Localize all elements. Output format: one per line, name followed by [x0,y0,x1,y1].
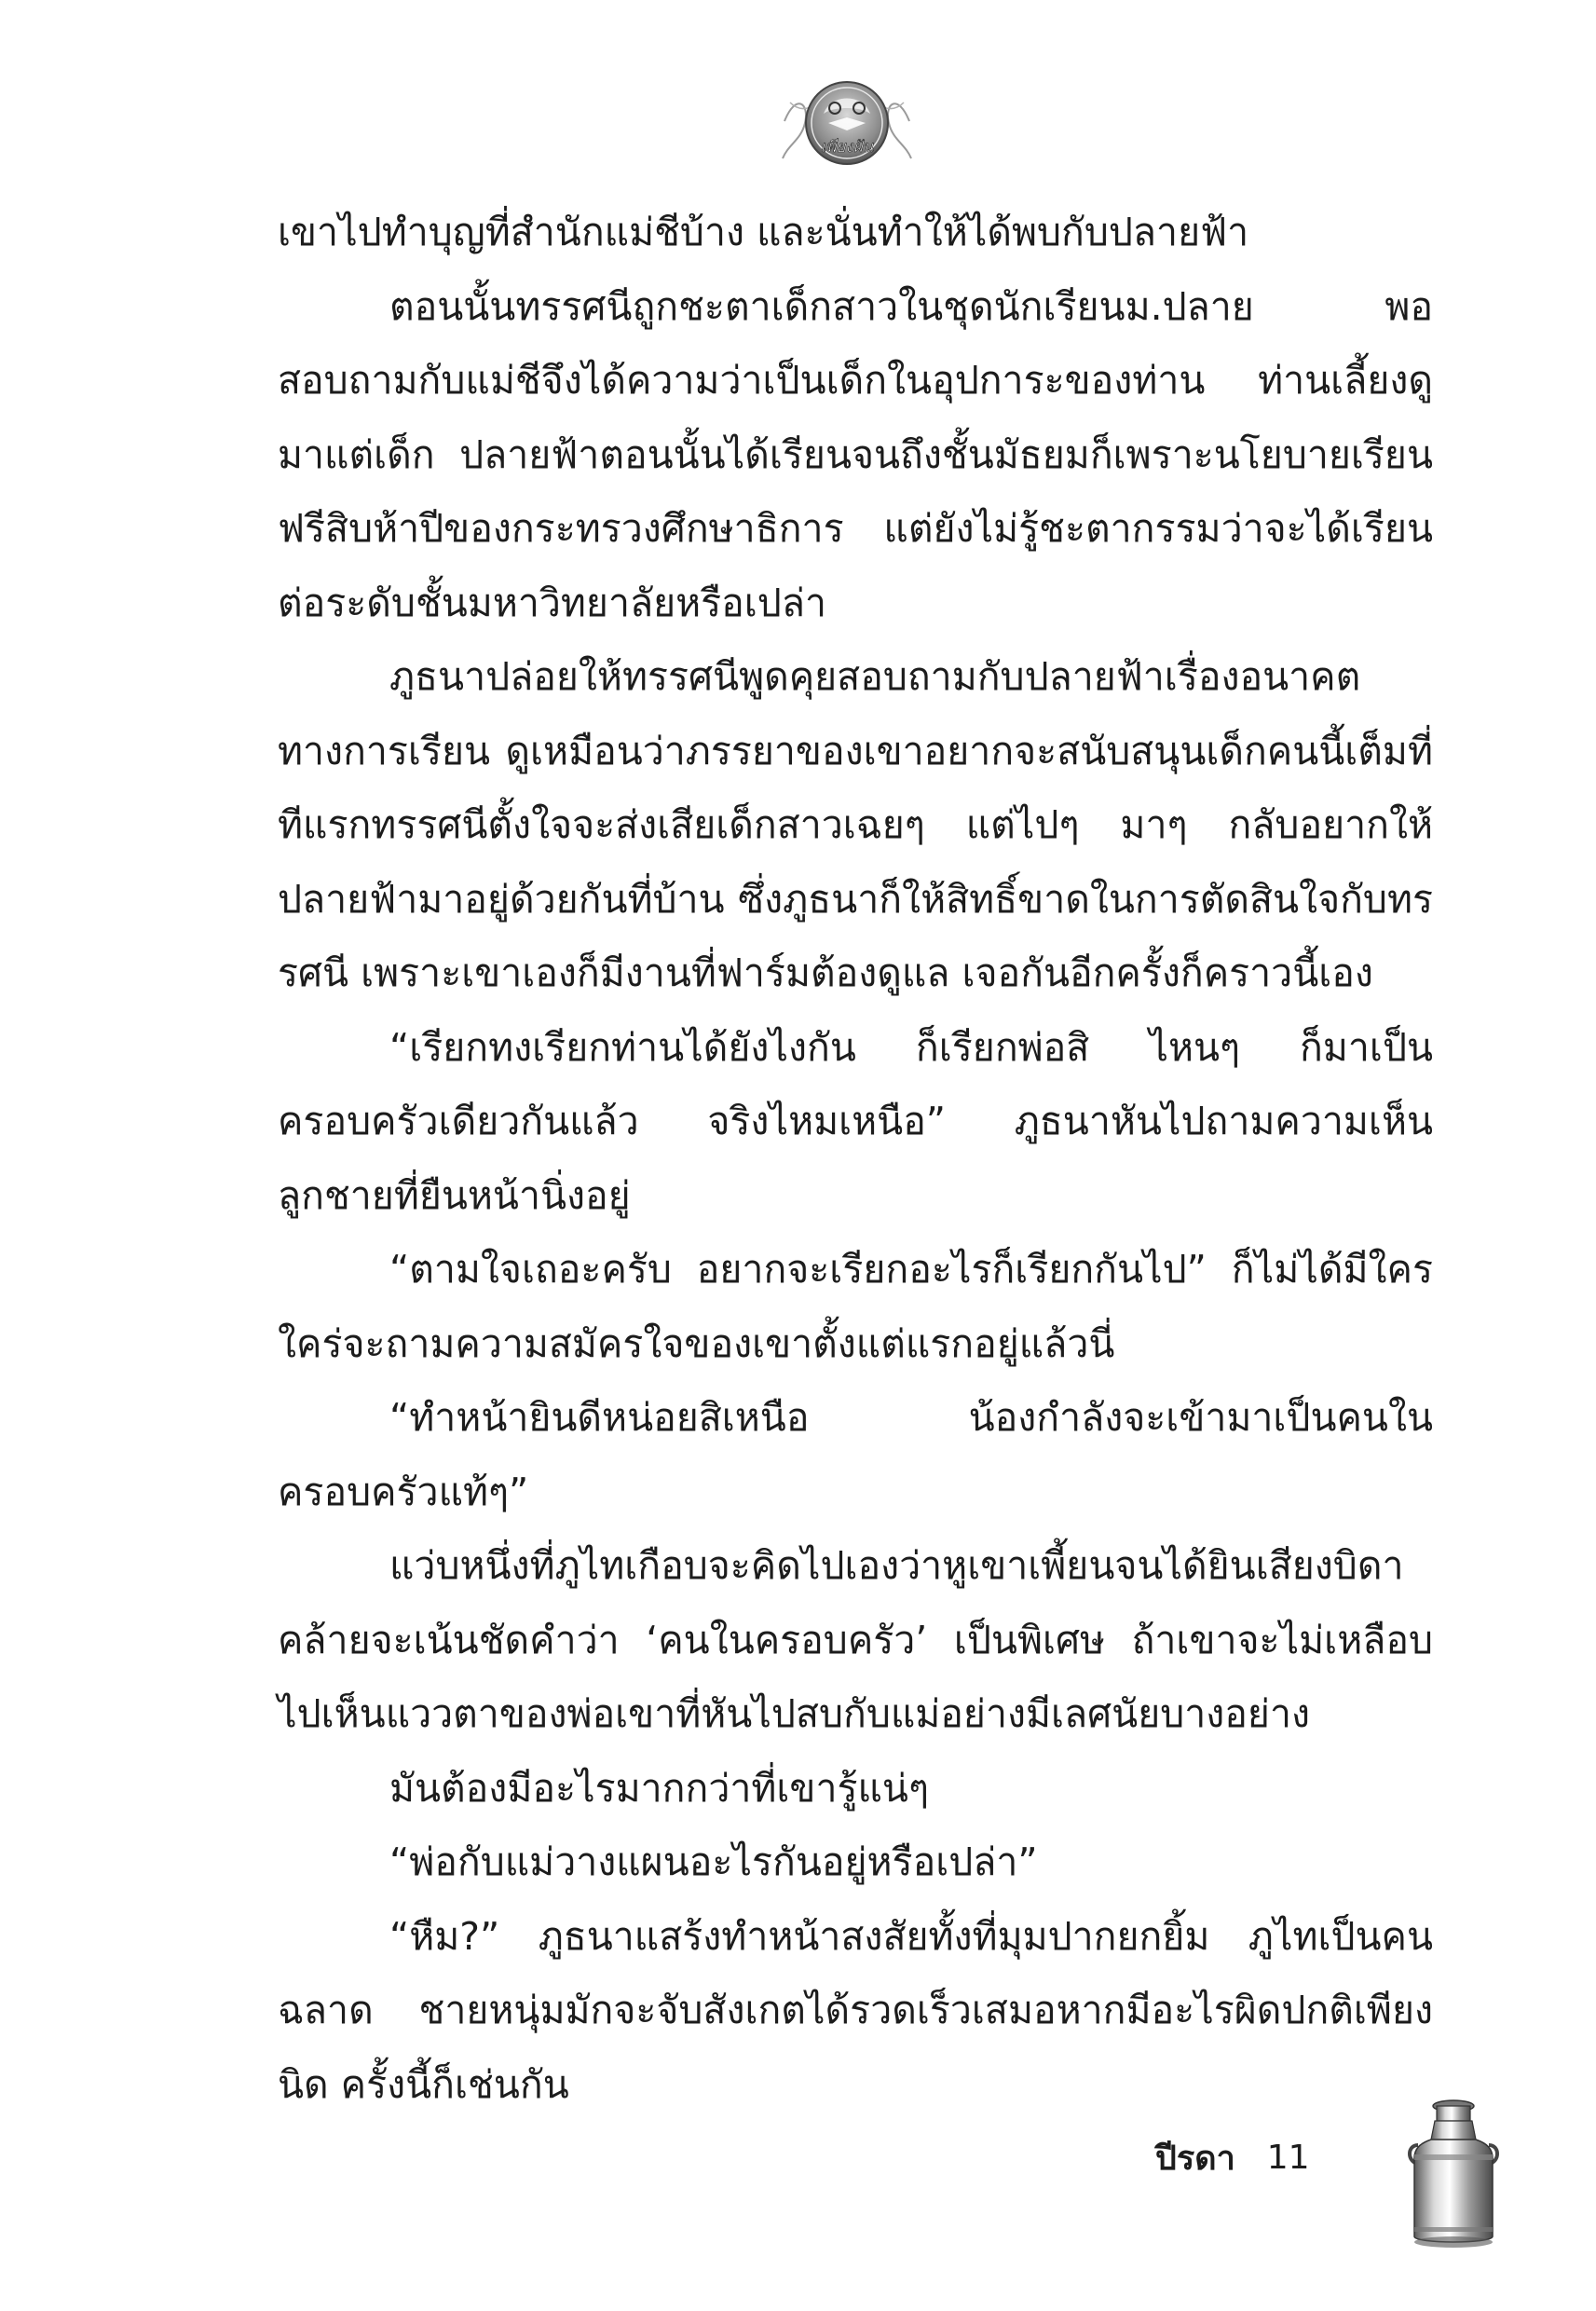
paragraph-2: ตอนนั้นทรรศนีถูกชะตาเด็กสาวในชุดนักเรียนม.ปลาย พอสอบถามกับแม่ชีจึงได้ความว่าเป็นเด็กในอุปการะของท่าน ท่านเลี้ยงดูมาแต่เด็ก ปลายฟ้าตอนนั้นได้เรียนจนถึงชั้นมัธยมก็เพราะนโยบายเรียนฟรีสิบห้าปีของกระทรวงศึกษาธิการ แต่ยังไม่รู้ชะตากรรมว่าจะได้เรียนต่อระดับชั้นมหาวิทยาลัยหรือเปล่า [278,283,1433,625]
body-text [278,196,1433,2122]
paragraph-9: “พ่อกับแม่วางแผนอะไรกันอยู่หรือเปล่า” [389,1839,1038,1884]
paragraph-7: แว่บหนึ่งที่ภูไทเกือบจะคิดไปเองว่าหูเขาเพี้ยนจนได้ยินเสียงบิดาคล้ายจะเน้นชัดคำว่า ‘คนในครอบครัว’ เป็นพิเศษ ถ้าเขาจะไม่เหลือบไปเห็นแววตาของพ่อเขาที่หันไปสบกับแม่อย่างมีเลศนัยบางอย่าง [278,1543,1433,1736]
logo-text: เพียงฝัน [820,138,874,157]
milk-can-icon [1398,2097,1509,2250]
book-title: ปีรดา [1155,2139,1235,2178]
paragraph-1: เขาไปทำบุญที่สำนักแม่ชีบ้าง และนั่นทำให้ได้พบกับปลายฟ้า [278,210,1249,254]
paragraph-4: “เรียกทงเรียกท่านได้ยังไงกัน ก็เรียกพ่อสิ ไหนๆ ก็มาเป็นครอบครัวเดียวกันแล้ว จริงไหมเหนือ” ภูธนาหันไปถามความเห็นลูกชายที่ยืนหน้านิ่งอยู่ [278,1024,1433,1218]
paragraph-3: ภูธนาปล่อยให้ทรรศนีพูดคุยสอบถามกับปลายฟ้าเรื่องอนาคตทางการเรียน ดูเหมือนว่าภรรยาของเขาอยากจะสนับสนุนเด็กคนนี้เต็มที่ ทีแรกทรรศนีตั้งใจจะส่งเสียเด็กสาวเฉยๆ แต่ไปๆ มาๆ กลับอยากให้ปลายฟ้ามาอยู่ด้วยกันที่บ้าน ซึ่งภูธนาก็ให้สิทธิ์ขาดในการตัดสินใจกับทรรศนี เพราะเขาเองก็มีงานที่ฟาร์มต้องดูแล เจอกันอีกครั้งก็คราวนี้เอง [278,654,1433,995]
page-footer [1155,2129,1310,2185]
paragraph-6: “ทำหน้ายินดีหน่อยสิเหนือ น้องกำลังจะเข้ามาเป็นคนในครอบครัวแท้ๆ” [278,1395,1433,1514]
page-number: 11 [1266,2138,1310,2177]
paragraph-5: “ตามใจเถอะครับ อยากจะเรียกอะไรก็เรียกกันไป” ก็ไม่ได้มีใครใคร่จะถามความสมัครใจของเขาตั้งแต่แรกอยู่แล้วนี่ [278,1247,1433,1366]
paragraph-10: “หืม?” ภูธนาแสร้งทำหน้าสงสัยทั้งที่มุมปากยกยิ้ม ภูไทเป็นคนฉลาด ชายหนุ่มมักจะจับสังเกตได้รวดเร็วเสมอหากมีอะไรผิดปกติเพียงนิด ครั้งนี้ก็เช่นกัน [278,1913,1433,2107]
header-logo-icon [777,65,917,177]
paragraph-8: มันต้องมีอะไรมากกว่าที่เขารู้แน่ๆ [389,1765,929,1811]
